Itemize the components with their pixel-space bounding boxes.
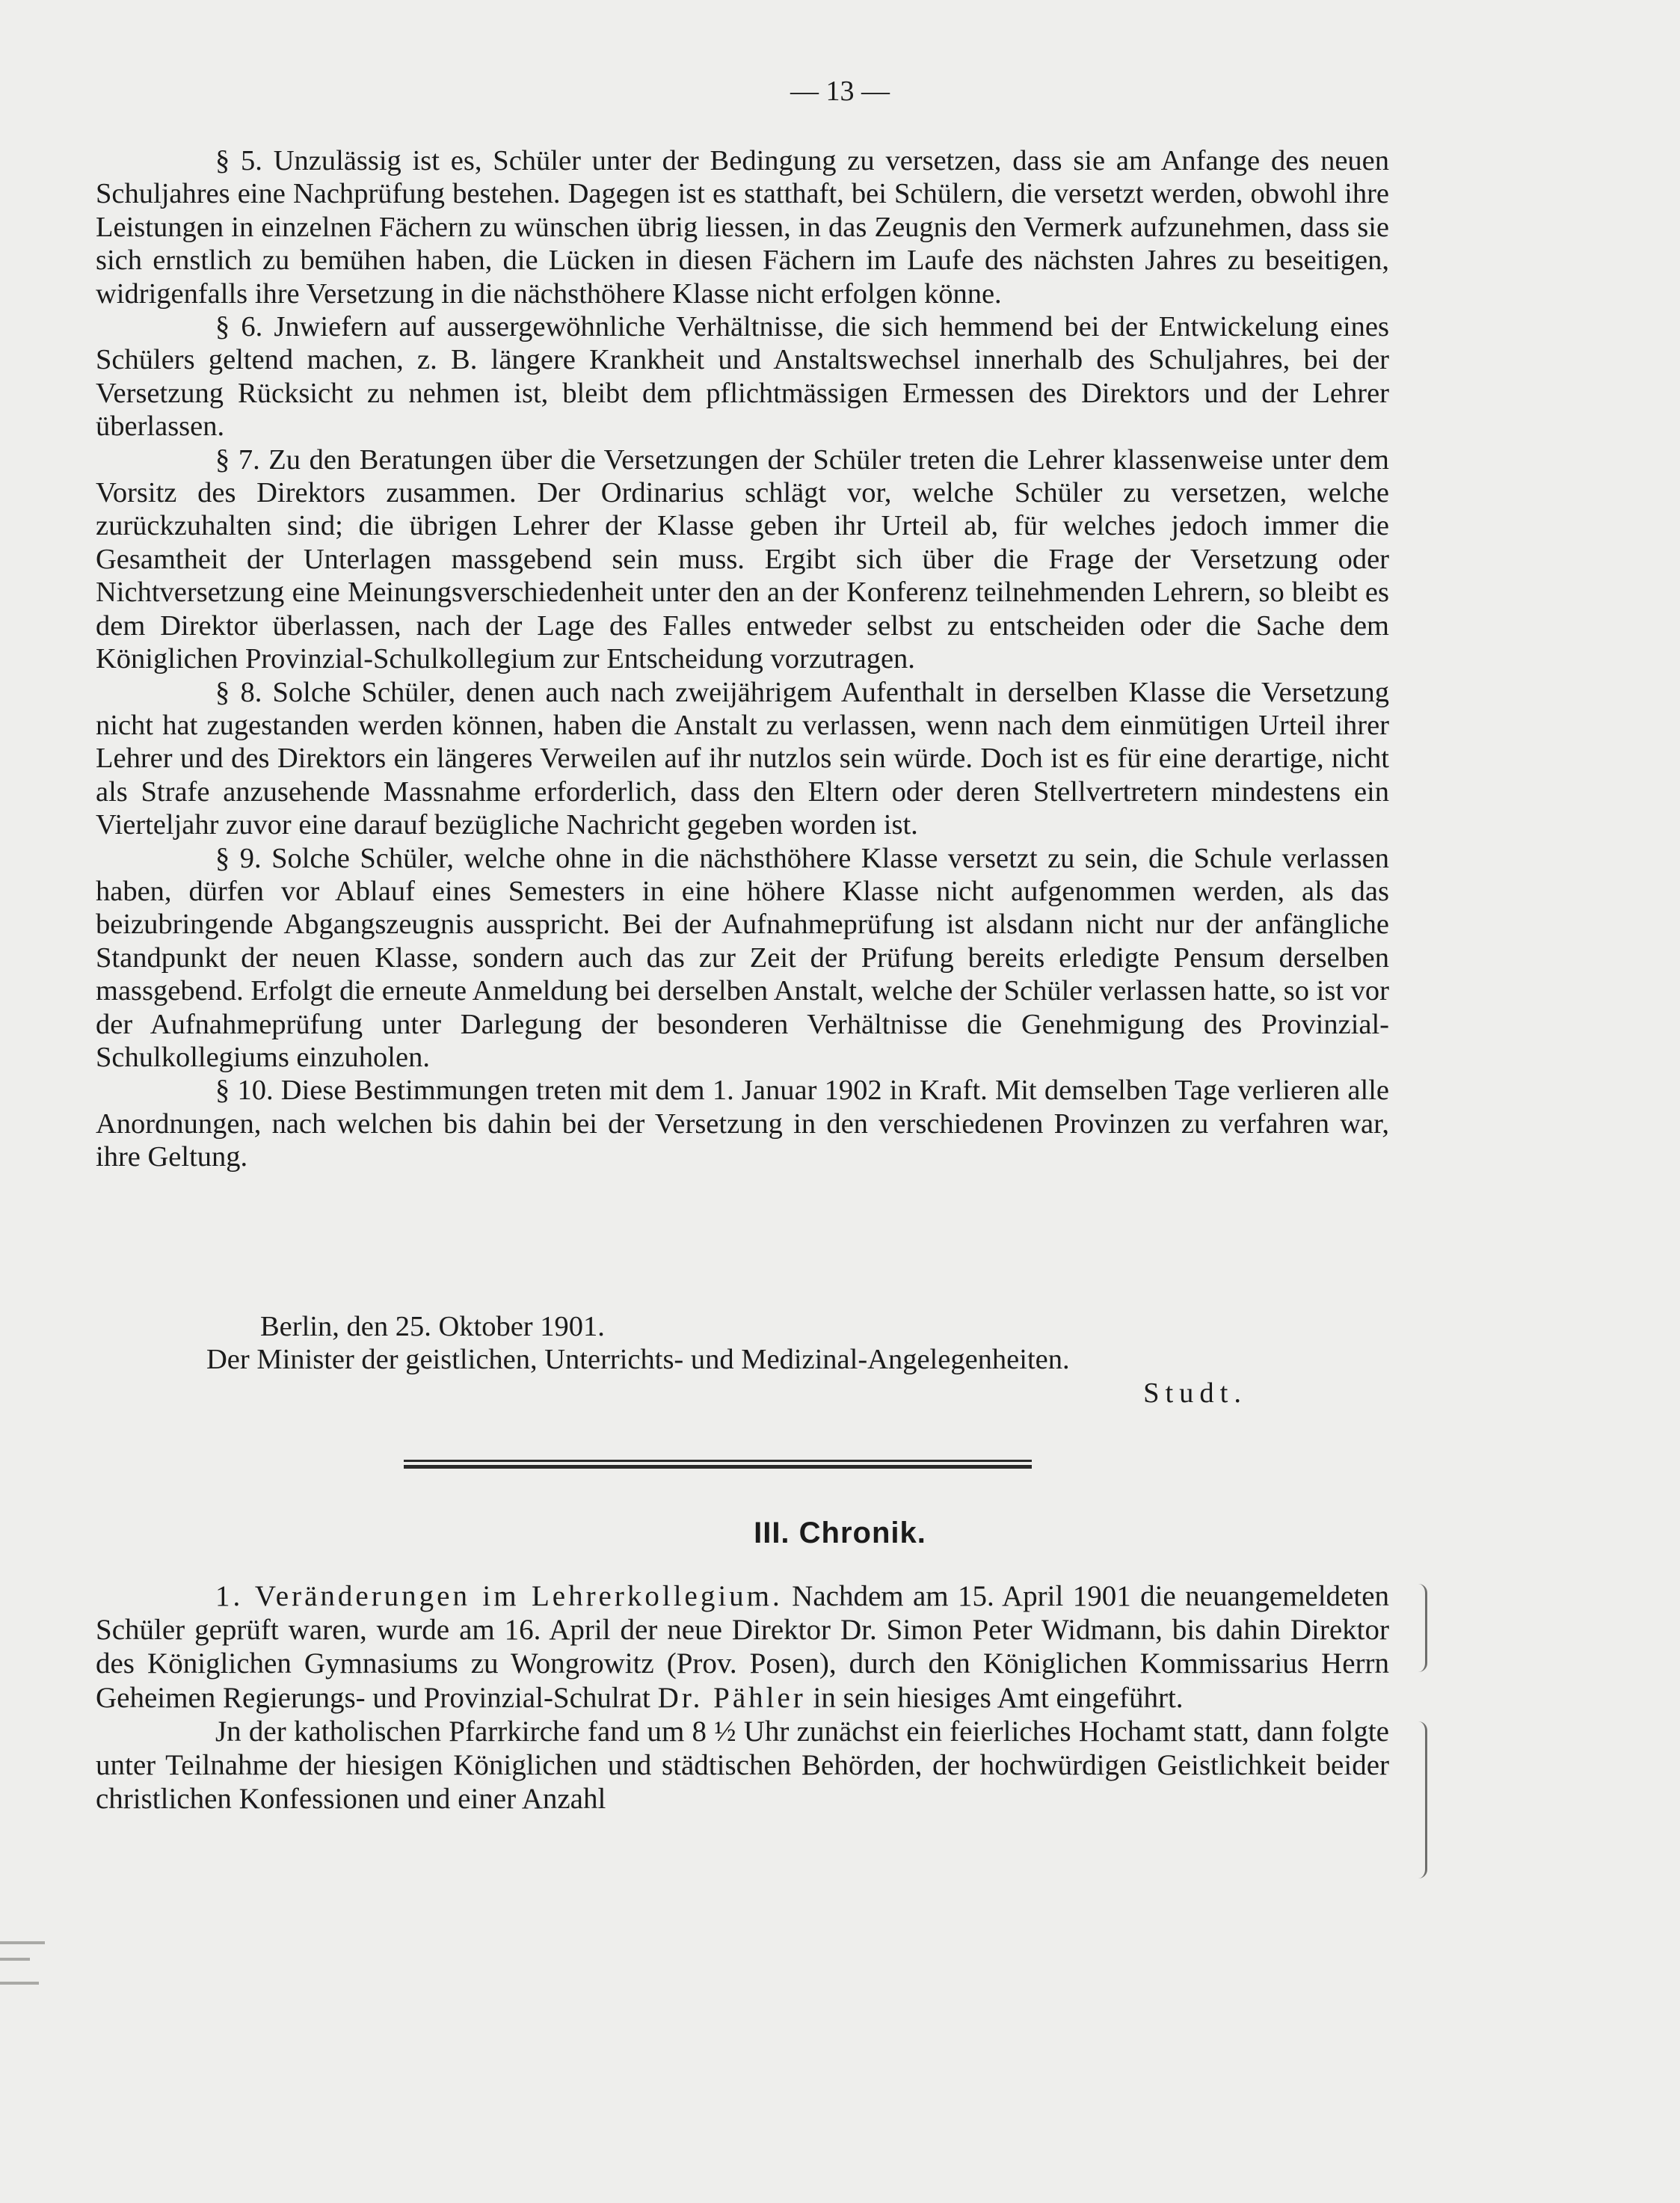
chronik-item-1-text: Nachdem am 15. April 1901 die neuangemeldeten Schüler geprüft waren, wurde am 16. April der neue Direktor Dr. Simon Peter Widmann, bis dahin Direktor des Königlichen Gymnasiums zu Wongrowitz (Prov. Posen), durch den Königlichen Kommissarius Herrn Geheimen Regierungs- und Provinzial-Schulrat bbox=[96, 1580, 1389, 1714]
page-number: — 13 — bbox=[790, 76, 890, 107]
chronik-item-1-name: Dr. Pähler bbox=[657, 1681, 806, 1714]
section-divider bbox=[404, 1460, 1032, 1469]
signoff-date: Berlin, den 25. Oktober 1901. bbox=[260, 1311, 605, 1342]
signoff-block bbox=[96, 1310, 1389, 1410]
margin-bracket bbox=[1418, 1584, 1427, 1672]
divider-line-thin bbox=[404, 1460, 1032, 1462]
scan-edge-mark bbox=[0, 1958, 30, 1961]
chronik-item-1 bbox=[96, 1579, 1389, 1715]
paragraph-10: § 10. Diese Bestimmungen treten mit dem 1. Januar 1902 in Kraft. Mit demselben Tage verlieren alle Anordnungen, nach welchen bis dahin bei der Versetzung in den verschiedenen Provinzen zu verfahren war, ihre Geltung. bbox=[96, 1075, 1389, 1173]
chronik-item-1-tail: in sein hiesiges Amt eingeführt. bbox=[813, 1681, 1184, 1714]
paragraph-6: § 6. Jnwiefern auf aussergewöhnliche Verhältnisse, die sich hemmend bei der Entwickelung eines Schülers geltend machen, z. B. längere Krankheit und Anstaltswechsel innerhalb des Schuljahres, bei der Versetzung Rücksicht zu nehmen ist, bleibt dem pflichtmässigen Ermessen des Direktors und der Lehrer überlassen. bbox=[96, 311, 1389, 443]
regulations-text bbox=[96, 144, 1389, 1174]
paragraph-8: § 8. Solche Schüler, denen auch nach zweijährigem Aufenthalt in derselben Klasse die Versetzung nicht hat zugestanden werden können, haben die Anstalt zu verlassen, wenn nach dem einmütigen Urteil ihrer Lehrer und des Direktors ein längeres Verweilen auf ihr nutzlos sein würde. Doch ist es für eine derartige, nicht als Strafe anzusehende Massnahme erforderlich, dass den Eltern oder deren Stellvertretern mindestens ein Vierteljahr zuvor eine darauf bezügliche Nachricht gegeben worden ist. bbox=[96, 676, 1389, 841]
signoff-signature: Studt. bbox=[1143, 1377, 1247, 1409]
chronik-item-2: Jn der katholischen Pfarrkirche fand um 8 ½ Uhr zunächst ein feierliches Hochamt statt, dann folgte unter Teilnahme der hiesigen Königlichen und städtischen Behörden, der hochwürdigen Geistlichkeit beider christlichen Konfessionen und einer Anzahl bbox=[96, 1715, 1389, 1816]
paragraph-5: § 5. Unzulässig ist es, Schüler unter der Bedingung zu versetzen, dass sie am Anfange des neuen Schuljahres eine Nachprüfung bestehen. Dagegen ist es statthaft, bei Schülern, die versetzt werden, obwohl ihre Leistungen in einzelnen Fächern zu wünschen übrig liessen, in das Zeugnis den Vermerk aufzunehmen, dass sie sich ernstlich zu bemühen haben, die Lücken in diesen Fächern im Laufe des nächsten Jahres zu beseitigen, widrigenfalls ihre Versetzung in die nächsthöhere Klasse nicht erfolgen könne. bbox=[96, 145, 1389, 310]
margin-bracket bbox=[1418, 1721, 1427, 1878]
scan-edge-mark bbox=[0, 1941, 45, 1944]
scan-edge-mark bbox=[0, 1982, 39, 1985]
paragraph-7: § 7. Zu den Beratungen über die Versetzungen der Schüler treten die Lehrer klassenweise unter dem Vorsitz des Direktors zusammen. Der Ordinarius schlägt vor, welche Schüler zu versetzen, welche zurückzuhalten sind; die übrigen Lehrer der Klasse geben ihr Urteil ab, für welches jedoch immer die Gesamtheit der Unterlagen massgebend sein muss. Ergibt sich über die Frage der Versetzung oder Nichtversetzung eine Meinungsverschiedenheit unter den an der Konferenz teilnehmenden Lehrern, so bleibt es dem Direktor überlassen, nach der Lage des Falles entweder selbst zu entscheiden oder die Sache dem Königlichen Provinzial-Schulkollegium zur Entscheidung vorzutragen. bbox=[96, 443, 1389, 675]
paragraph-9: § 9. Solche Schüler, welche ohne in die nächsthöhere Klasse versetzt zu sein, die Schule verlassen haben, dürfen vor Ablauf eines Semesters in eine höhere Klasse nicht aufgenommen werden, als das beizubringende Abgangszeugnis ausspricht. Bei der Aufnahmeprüfung ist alsdann nicht nur der anfängliche Standpunkt der neuen Klasse, sondern auch das zur Zeit der Prüfung bereits erledigte Pensum derselben massgebend. Erfolgt die erneute Anmeldung bei derselben Anstalt, welche der Schüler verlassen hatte, so ist vor der Aufnahmeprüfung unter Darlegung der besonderen Verhältnisse die Genehmigung des Provinzial-Schulkollegiums einzuholen. bbox=[96, 842, 1389, 1073]
chronik-item-1-heading: 1. Veränderungen im Lehrerkollegium. bbox=[215, 1580, 783, 1612]
signoff-minister: Der Minister der geistlichen, Unterrichts- und Medizinal-Angelegenheiten. bbox=[206, 1344, 1070, 1376]
divider-line-thick bbox=[404, 1465, 1032, 1469]
chronik-text bbox=[96, 1579, 1389, 1816]
section-title: III. Chronik. bbox=[754, 1517, 926, 1549]
